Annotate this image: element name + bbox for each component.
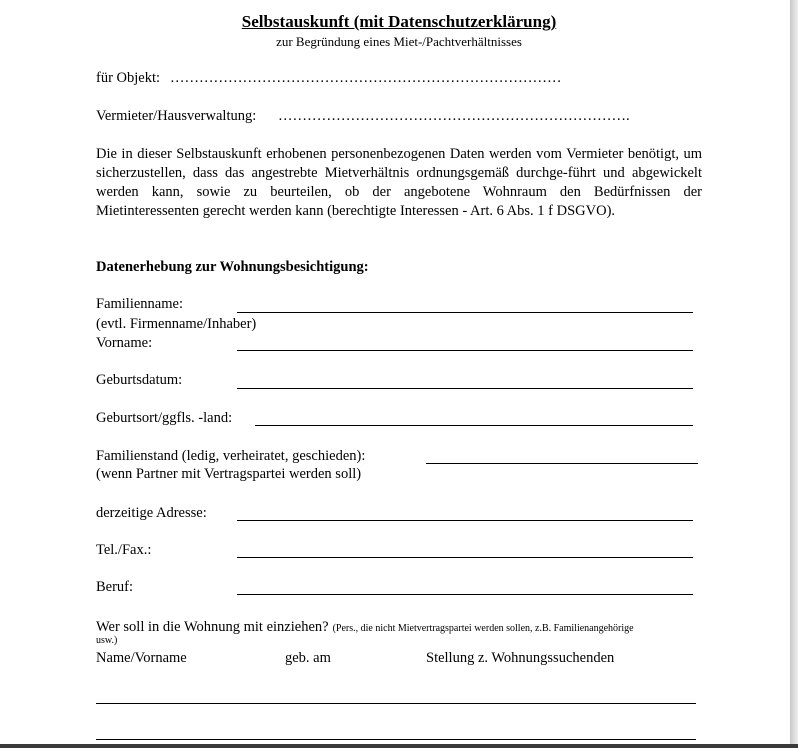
- column-name: Name/Vorname: [96, 650, 187, 666]
- privacy-paragraph: Die in dieser Selbstauskunft erhobenen personenbezogenen Daten werden vom Vermieter benötigt, um sicherzustellen, dass das angestrebte Mietverhältnis ordnungsgemäß durchge-führt und abgewickelt werden kann, sowie zu beurteilen, ob der angebotene Wohnraum den Bedürfnissen der Mietinteressenten gerecht werden kann (berechtigte Interessen - Art. 6 Abs. 1 f DSGVO).: [96, 146, 702, 219]
- firmenname-label: (evtl. Firmenname/Inhaber): [96, 316, 257, 332]
- geburtsort-label: Geburtsort/ggfls. -land:: [96, 410, 233, 426]
- cohabitants-note-continued: usw.): [96, 635, 118, 646]
- familienstand-line[interactable]: [426, 463, 698, 464]
- cohabitant-row-line[interactable]: [96, 739, 696, 740]
- familienstand-label: Familienstand (ledig, verheiratet, geschieden):: [96, 448, 366, 464]
- column-relation: Stellung z. Wohnungssuchenden: [426, 650, 615, 666]
- object-field[interactable]: ………………………………………………………………………: [170, 70, 562, 86]
- document-title: Selbstauskunft (mit Datenschutzerklärung): [241, 12, 557, 31]
- object-label: für Objekt:: [96, 70, 161, 86]
- adresse-label: derzeitige Adresse:: [96, 505, 207, 521]
- cohabitants-note: (Pers., die nicht Mietvertragspartei werden sollen, z.B. Familienangehörige: [332, 623, 634, 634]
- cohabitants-question: Wer soll in die Wohnung mit einziehen?: [96, 619, 329, 635]
- vorname-label: Vorname:: [96, 335, 153, 351]
- section-heading: Datenerhebung zur Wohnungsbesichtigung:: [96, 259, 369, 275]
- telfax-label: Tel./Fax.:: [96, 542, 152, 558]
- landlord-field[interactable]: ……………………………………………………………….: [278, 108, 630, 124]
- geburtsdatum-label: Geburtsdatum:: [96, 372, 183, 388]
- page-bottom-edge: [0, 744, 798, 748]
- adresse-line[interactable]: [237, 520, 693, 521]
- document-subtitle: zur Begründung eines Miet-/Pachtverhältnisses: [276, 34, 522, 49]
- telfax-line[interactable]: [237, 557, 693, 558]
- familienname-label: Familienname:: [96, 296, 183, 312]
- vorname-line[interactable]: [237, 350, 693, 351]
- geburtsort-line[interactable]: [255, 425, 693, 426]
- familienname-line[interactable]: [237, 312, 693, 313]
- familienstand-note: (wenn Partner mit Vertragspartei werden soll): [96, 466, 362, 482]
- geburtsdatum-line[interactable]: [237, 388, 693, 389]
- landlord-label: Vermieter/Hausverwaltung:: [96, 108, 257, 124]
- cohabitants-question-row: [96, 618, 634, 636]
- beruf-line[interactable]: [237, 594, 693, 595]
- column-birthdate: geb. am: [285, 650, 331, 666]
- cohabitant-row-line[interactable]: [96, 703, 696, 704]
- beruf-label: Beruf:: [96, 579, 134, 595]
- page-edge-shadow: [790, 0, 798, 748]
